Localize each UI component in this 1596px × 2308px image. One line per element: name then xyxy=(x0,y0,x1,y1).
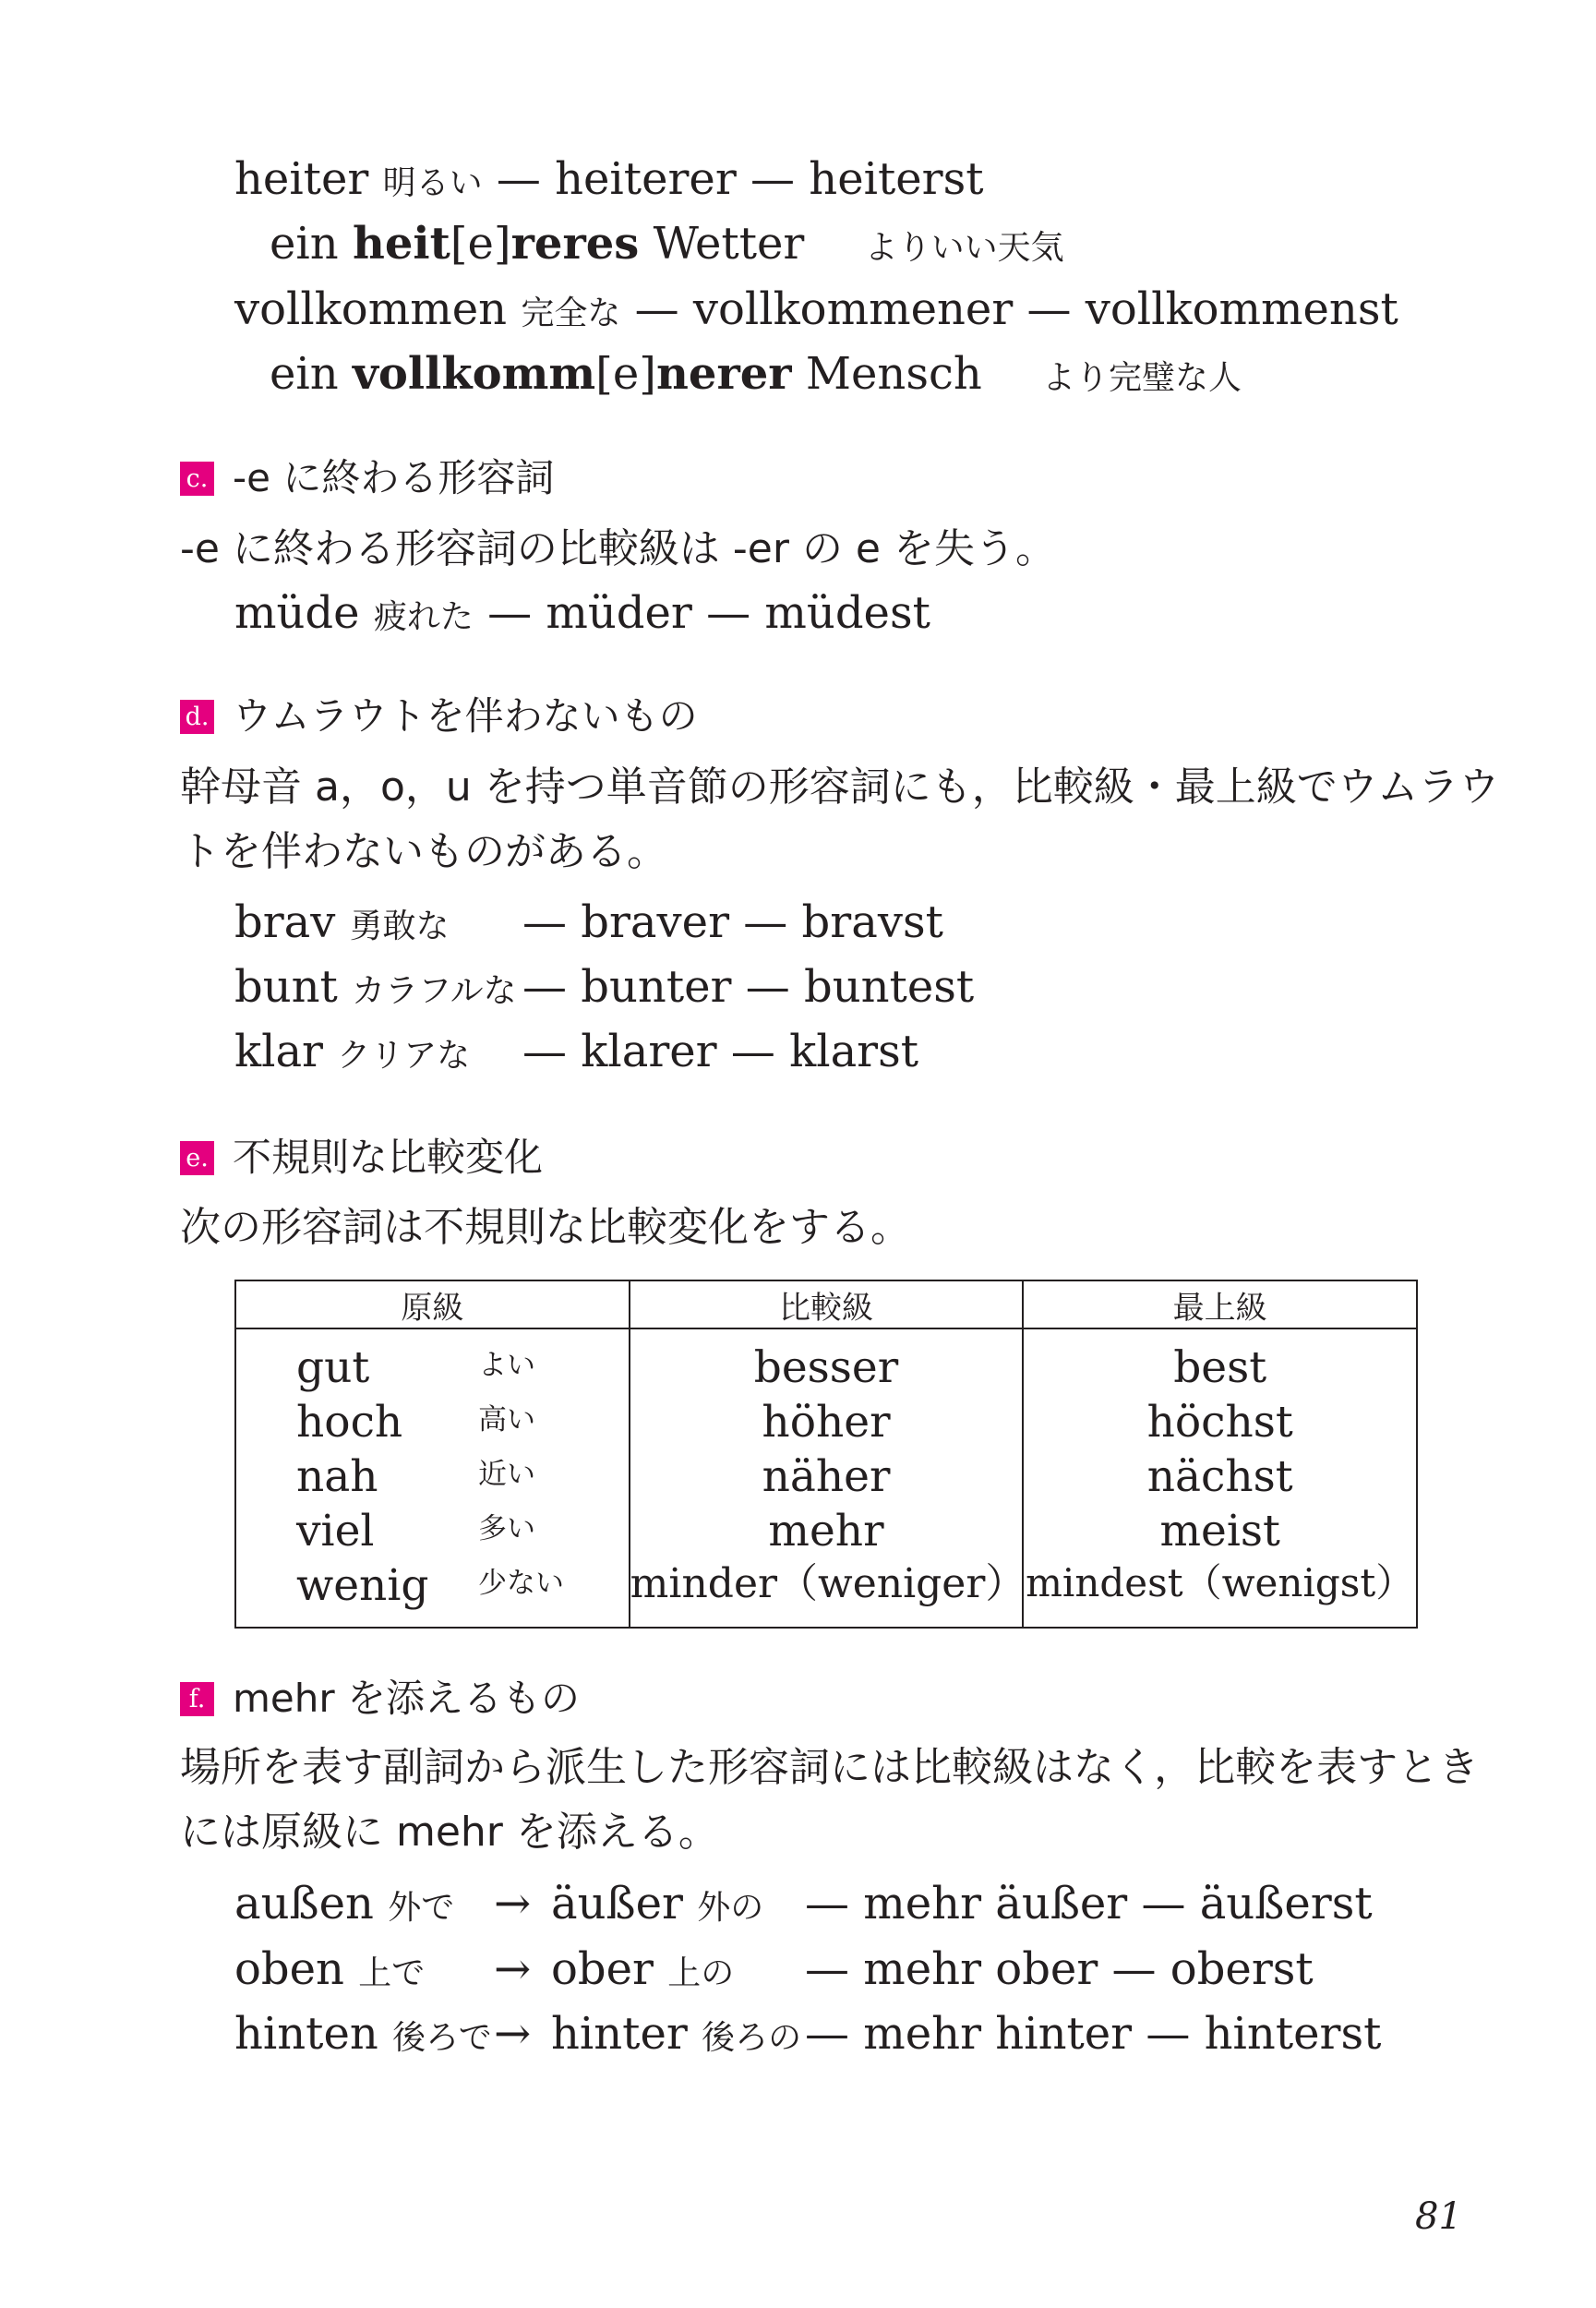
table-cell: よい xyxy=(478,1349,535,1382)
word: klar xyxy=(234,1026,323,1077)
header-comparative: 比較級 xyxy=(630,1280,1024,1328)
header-positive: 原級 xyxy=(235,1280,630,1328)
table-cell: höchst xyxy=(1146,1397,1293,1448)
section-d-text-1: 幹母音 a，o，u を持つ単音節の形容詞にも，比較級・最上級でウムラウ xyxy=(180,763,1500,811)
table-cell: besser xyxy=(753,1342,899,1393)
table-cell: viel xyxy=(296,1506,375,1557)
gloss: 上の xyxy=(667,1954,735,1992)
text-post: Mensch xyxy=(791,348,982,400)
row-hinten-adj xyxy=(551,2008,802,2060)
word: vollkommen xyxy=(234,283,508,335)
table-cell: minder（weniger） xyxy=(630,1560,1026,1607)
section-d-text-2: トを伴わないものがある。 xyxy=(180,828,667,875)
forms-oben: — mehr ober — oberst xyxy=(805,1943,1314,1995)
section-e-title: 不規則な比較変化 xyxy=(233,1135,544,1180)
page-number: 81 xyxy=(1415,2195,1462,2238)
word: hinten xyxy=(234,2008,378,2060)
bracket: [e] xyxy=(595,348,657,400)
gloss: 後ろで xyxy=(392,2019,492,2057)
text-pre: ein xyxy=(270,348,353,400)
row-aussen-adj xyxy=(551,1878,764,1929)
row-bunt xyxy=(234,961,517,1013)
text-pre: ein xyxy=(270,218,353,270)
gloss: より完璧な人 xyxy=(1042,359,1242,397)
table-cell: mindest（wenigst） xyxy=(1026,1560,1415,1605)
column-superlative xyxy=(1023,1328,1417,1628)
row-oben-adj xyxy=(551,1943,735,1995)
row-hinten-adv xyxy=(234,2008,492,2060)
forms-brav: — braver — bravst xyxy=(522,896,943,948)
word: oben xyxy=(234,1943,344,1995)
column-comparative xyxy=(630,1328,1024,1628)
table-cell: 多い xyxy=(478,1512,535,1545)
gloss: 明るい xyxy=(382,164,483,202)
gloss: 完全な xyxy=(521,295,621,332)
forms-bunt: — bunter — buntest xyxy=(522,961,975,1013)
section-f-text-2: には原級に mehr を添える。 xyxy=(180,1809,719,1856)
example-muede xyxy=(234,587,930,639)
table-cell: 高い xyxy=(478,1403,535,1436)
row-brav xyxy=(234,896,450,948)
row-klar xyxy=(234,1026,471,1077)
arrow-icon: → xyxy=(494,1878,532,1929)
forms: — vollkommener — vollkommenst xyxy=(620,283,1398,335)
section-f-text-1: 場所を表す副詞から派生した形容詞には比較級はなく，比較を表すとき xyxy=(180,1744,1480,1791)
table-cell: nah xyxy=(296,1451,378,1502)
section-f-title: mehr を添えるもの xyxy=(233,1676,580,1721)
table-cell: 少ない xyxy=(478,1567,564,1600)
text-post: Wetter xyxy=(639,218,805,270)
arrow-icon: → xyxy=(494,2008,532,2060)
word: brav xyxy=(234,896,336,948)
irregular-comparison-table xyxy=(234,1280,1418,1629)
table-cell: nächst xyxy=(1146,1451,1293,1502)
gloss: 疲れた xyxy=(373,598,474,636)
forms-klar: — klarer — klarst xyxy=(522,1026,919,1077)
example-heiter-usage xyxy=(270,218,1064,270)
section-e-badge: e. xyxy=(180,1141,214,1175)
forms: — heiterer — heiterst xyxy=(482,153,984,205)
bracket: [e] xyxy=(450,218,511,270)
forms-aussen: — mehr äußer — äußerst xyxy=(805,1878,1373,1929)
table-cell: wenig xyxy=(296,1560,429,1611)
table-header-row xyxy=(235,1280,1417,1328)
section-d-badge: d. xyxy=(180,700,214,734)
bold-stem: vollkomm xyxy=(352,348,596,400)
word: äußer xyxy=(551,1878,683,1929)
word: müde xyxy=(234,587,360,639)
forms: — müder — müdest xyxy=(473,587,930,639)
gloss: 後ろの xyxy=(702,2019,802,2057)
header-superlative: 最上級 xyxy=(1023,1280,1417,1328)
table-cell: näher xyxy=(762,1451,891,1502)
arrow-icon: → xyxy=(494,1943,532,1995)
forms-hinten: — mehr hinter — hinterst xyxy=(805,2008,1382,2060)
table-body-row xyxy=(235,1328,1417,1628)
section-f-badge: f. xyxy=(180,1682,214,1716)
table-cell: best xyxy=(1173,1342,1267,1393)
example-vollkommen xyxy=(234,283,1398,335)
table-cell: 近い xyxy=(478,1458,535,1491)
example-vollkommen-usage xyxy=(270,348,1242,400)
column-positive xyxy=(235,1328,630,1628)
bold-ending: nerer xyxy=(656,348,792,400)
row-oben-adv xyxy=(234,1943,426,1995)
example-heiter xyxy=(234,153,984,205)
gloss: 外の xyxy=(697,1889,764,1927)
row-aussen-adv xyxy=(234,1878,455,1929)
word: hinter xyxy=(551,2008,688,2060)
word: außen xyxy=(234,1878,374,1929)
table-cell: mehr xyxy=(768,1506,884,1557)
word: heiter xyxy=(234,153,369,205)
section-c-text: -e に終わる形容詞の比較級は -er の e を失う。 xyxy=(180,525,1056,572)
table-cell: gut xyxy=(296,1342,370,1393)
bold-ending: reres xyxy=(510,218,640,270)
section-d-title: ウムラウトを伴わないもの xyxy=(233,693,698,739)
word: bunt xyxy=(234,961,338,1013)
table-cell: meist xyxy=(1159,1506,1280,1557)
bold-stem: heit xyxy=(352,218,450,270)
section-c-badge: c. xyxy=(180,462,214,496)
section-e-text: 次の形容詞は不規則な比較変化をする。 xyxy=(180,1204,911,1251)
gloss: 外で xyxy=(388,1889,455,1927)
gloss: よりいい天気 xyxy=(864,229,1064,267)
word: ober xyxy=(551,1943,654,1995)
table-cell: höher xyxy=(762,1397,891,1448)
gloss: カラフルな xyxy=(352,972,517,1010)
gloss: 上で xyxy=(358,1954,426,1992)
section-c-title: -e に終わる形容詞 xyxy=(233,455,555,500)
gloss: クリアな xyxy=(337,1037,471,1075)
gloss: 勇敢な xyxy=(349,908,450,945)
table-cell: hoch xyxy=(296,1397,403,1448)
